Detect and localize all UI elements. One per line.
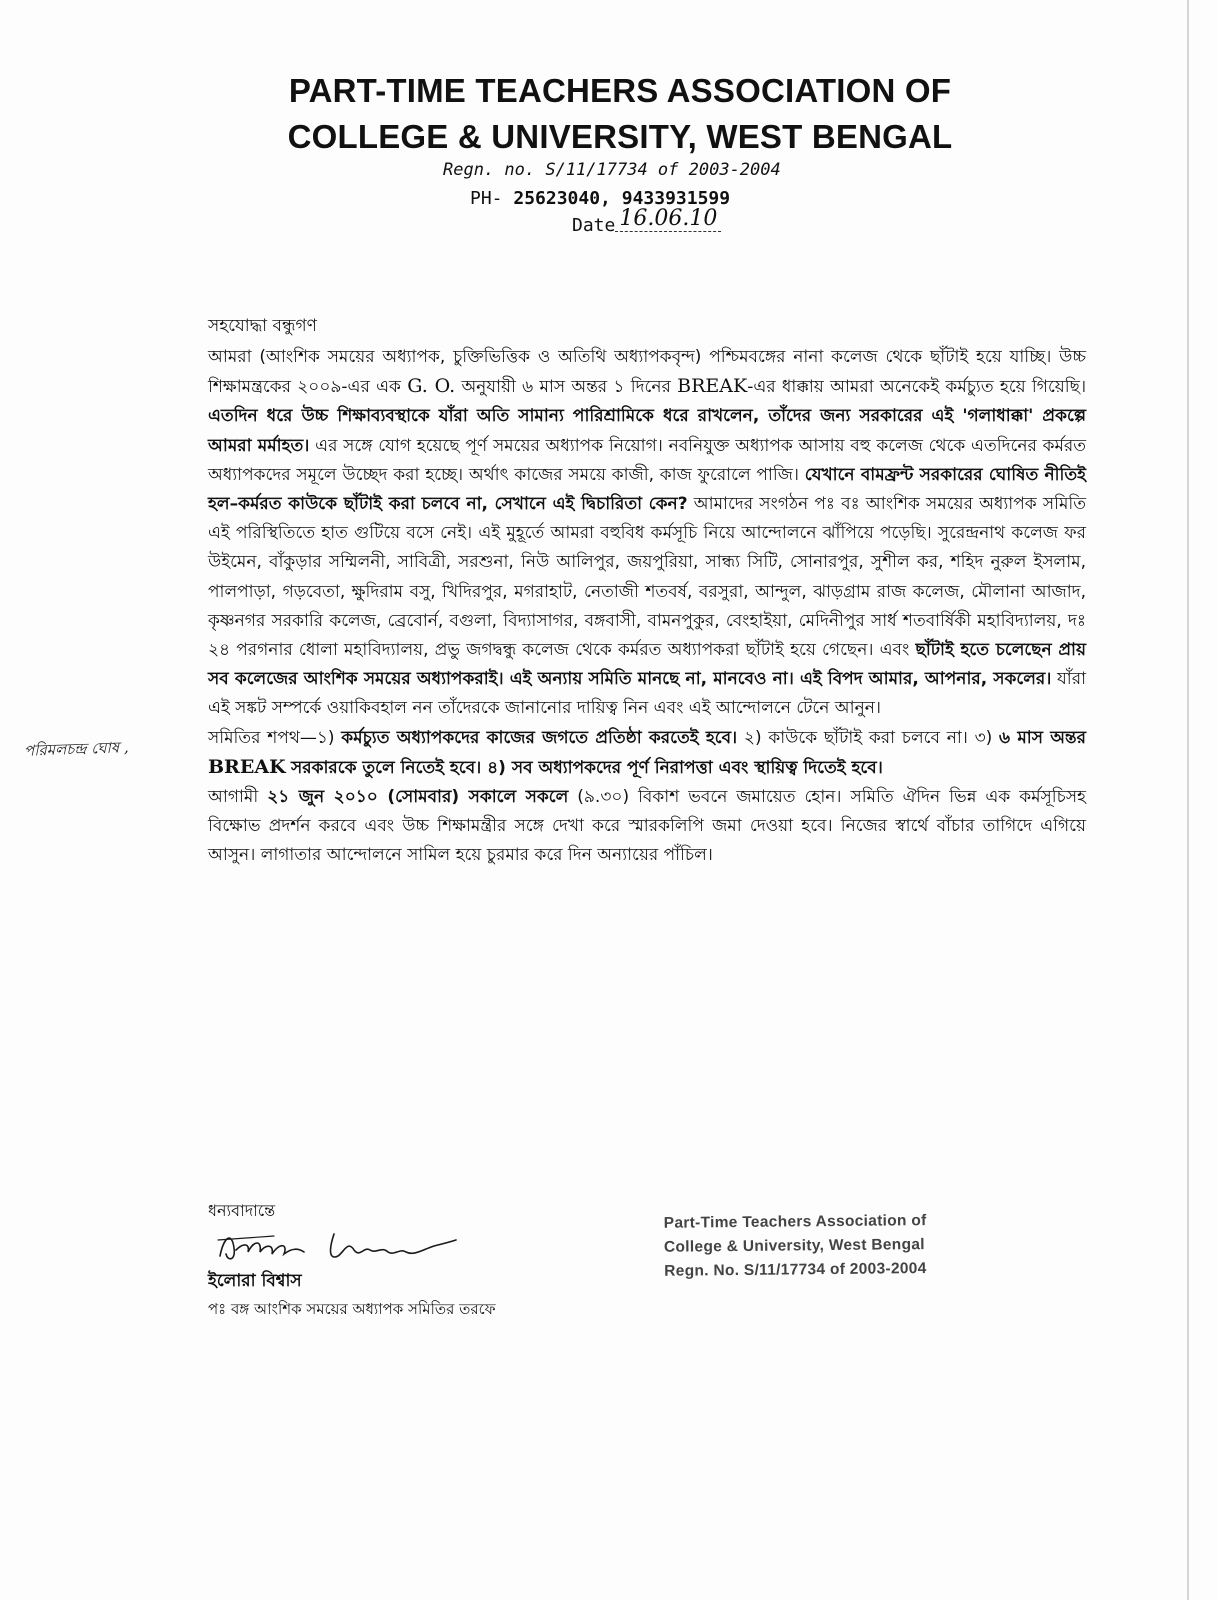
body-text: আগামী [208,787,259,808]
body-text: যাঁরা এই সঙ্কট সম্পর্কে ওয়াকিবহাল নন তাঁদেরকে জানানোর দায়িত্ব নিন এবং এই আন্দোলনে টেনে আনুন। [208,669,1087,719]
body-text: সমিতির শপথ—১) [208,727,335,748]
bold-text: ৬ মাস অন্তর [999,727,1086,748]
bold-text: এতদিন ধরে উচ্চ শিক্ষাব্যবস্থাকে যাঁরা অতি সামান্য পারিশ্রামিকে ধরে রাখলেন, তাঁদের জন্য সরকারের এই 'গলাধাক্কা' প্রকল্পে আমরা মর্মাহত। [208,406,1086,456]
bold-text: ২১ জুন ২০১০ (সোমবার) সকালে সকলে [267,787,569,808]
bold-text: সরকারকে তুলে নিতেই হবে। ৪) সব অধ্যাপকদের পূর্ণ নিরাপত্তা এবং স্থায়িত্ব দিতেই হবে। [291,757,883,778]
body-text: অনুযায়ী ৬ মাস অন্তর ১ দিনের [461,377,671,398]
organization-name-line2: COLLEGE & UNIVERSITY, WEST BENGAL [287,118,953,155]
break-term: BREAK [677,375,748,398]
body-text: (৯.৩০) বিকাশ ভবনে জমায়েত হোন। সমিতি ঐদিন ভিন্ন এক কর্মসূচিসহ বিক্ষোভ প্রদর্শন করবে এবং উচ্চ শিক্ষামন্ত্রীর সঙ্গে দেখা করে স্মারকলিপি জমা দেওয়া হবে। নিজের স্বার্থে বাঁচার তাগিদে এগিয়ে আসুন। লাগাতার আন্দোলনে সামিল হয়ে চুরমার করে দিন অন্যায়ের পাঁচিল। [208,787,1086,866]
organization-stamp [664,1208,1005,1284]
organization-name-line1: PART-TIME TEACHERS ASSOCIATION OF [288,72,952,109]
scan-edge-divider [1187,0,1189,1600]
go-reference: G. O. [407,375,456,398]
phone-numbers: 25623040, 9433931599 [513,188,731,209]
letter-body [208,343,1086,871]
on-behalf-line: পঃ বঙ্গ আংশিক সময়ের অধ্যাপক সমিতির তরফে [208,1300,496,1318]
body-text: এর সঙ্গে যোগ হয়েছে পূর্ণ সময়ের অধ্যাপক নিয়োগ। নবনিযুক্ত অধ্যাপক আসায় বহু কলেজ থেকে এতদিনের কর্মরত অধ্যাপকদের সমূলে উচ্ছেদ করা হচ্ছে। অর্থাৎ কাজের সময়ে কাজী, কাজ ফুরোলে পাজি। [208,435,1087,485]
date-line [572,206,721,238]
closing-regards: ধন্যবাদান্তে [208,1201,276,1220]
stamp-line: Regn. No. S/11/17734 of 2003-2004 [664,1260,927,1280]
signature-icon [214,1226,462,1266]
phone-prefix: PH- [470,188,503,209]
date-value: 16.06.10 [615,206,721,232]
handwritten-margin-note: পরিমলচন্দ্র ঘোষ , [23,738,129,760]
bold-text: যেখানে বামফ্রন্ট সরকারের ঘোষিত নীতিই হল–কর্মরত কাউকে ছাঁটাই করা চলবে না, সেখানে এই দ্বিচারিতা কেন? [208,464,1086,515]
signer-name: ইলোরা বিশ্বাস [208,1271,302,1291]
registration-number: Regn. no. S/11/17734 of 2003-2004 [443,160,781,180]
body-text: আমরা (আংশিক সময়ের অধ্যাপক, চুক্তিভিত্তিক ও অতিথি অধ্যাপকবৃন্দ) পশ্চিমবঙ্গের নানা কলেজ থেকে ছাঁটাই হয়ে যাচ্ছি। উচ্চ শিক্ষামন্ত্রকের ২০০৯-এর এক [208,347,1086,398]
stamp-line: College & University, West Bengal [663,1236,925,1256]
body-text: -এর ধাক্কায় আমরা অনেকেই কর্মচ্যুত হয়ে গিয়েছি। [747,377,1087,398]
body-text: ২) কাউকে ছাঁটাই করা চলবে না। ৩) [743,727,993,748]
break-term: BREAK [208,755,286,778]
date-label: Date [572,215,616,236]
handwritten-signature [214,1226,462,1266]
bold-text: কর্মচ্যুত অধ্যাপকদের কাজের জগতে প্রতিষ্ঠা করতেই হবে। [341,727,738,748]
stamp-line: Part-Time Teachers Association of [663,1212,927,1232]
paragraph-main [208,343,1086,724]
paragraph-pledge [208,724,1086,783]
body-text: আমাদের সংগঠন পঃ বঃ আংশিক সময়ের অধ্যাপক সমিতি এই পরিস্থিতিতে হাত গুটিয়ে বসে নেই। এই মুহূর্তে আমরা বহুবিধ কর্মসূচি নিয়ে আন্দোলনে ঝাঁপিয়ে পড়েছি। সুরেন্দ্রনাথ কলেজ ফর উইমেন, বাঁকুড়ার সম্মিলনী, সাবিত্রী, সরশুনা, নিউ আলিপুর, জয়পুরিয়া, সান্ধ্য সিটি, সোনারপুর, সুশীল কর, শহিদ নুরুল ইসলাম, পালপাড়া, গড়বেতা, ক্ষুদিরাম বসু, খিদিরপুর, মগরাহাট, নেতাজী শতবর্ষ, বরসুরা, আন্দুল, ঝাড়গ্রাম রাজ কলেজ, মৌলানা আজাদ, কৃষ্ণনগর সরকারি কলেজ, ব্রেবোর্ন, বগুলা, বিদ্যাসাগর, বঙ্গবাসী, বামনপুকুর, বেংহাইয়া, মেদিনীপুর সার্ধ শতবার্ষিকী মহাবিদ্যালয়, দঃ ২৪ পরগনার ধোলা মহাবিদ্যালয়, প্রভু জগদ্বন্ধু কলেজ থেকে কর্মরত অধ্যাপকরা ছাঁটাই হয়ে গেছেন। এবং [208,494,1087,661]
salutation: সহযোদ্ধা বন্ধুগণ [208,316,317,336]
bold-text: ছাঁটাই হতে চলেছেন প্রায় সব কলেজের আংশিক সময়ের অধ্যাপকরাই। এই অন্যায় সমিতি মানছে না, মানবেও না। এই বিপদ আমার, আপনার, সকলের। [208,640,1087,690]
paragraph-call-to-action [208,783,1086,871]
organization-name [180,68,1060,160]
